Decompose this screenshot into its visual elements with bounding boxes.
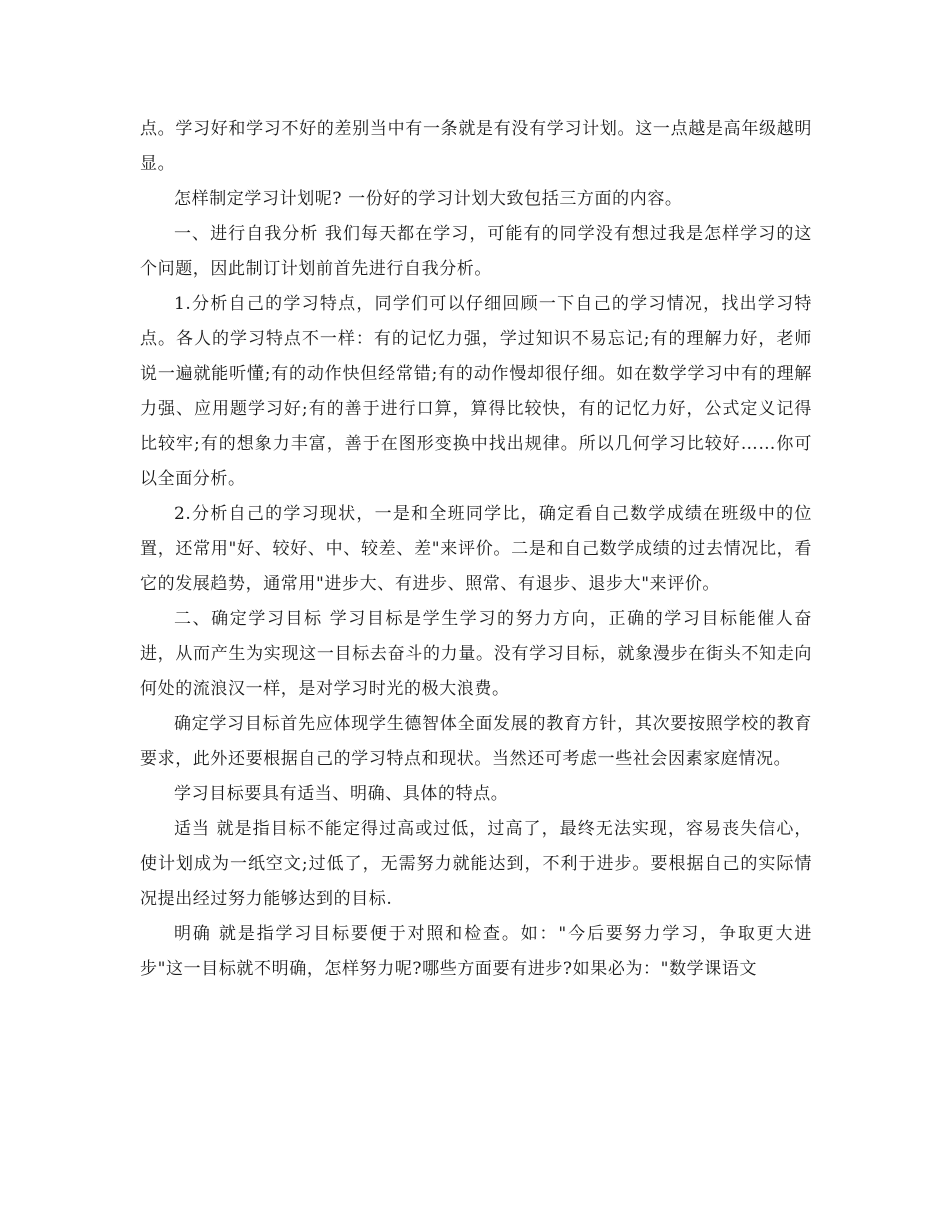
- paragraph-3: 一、进行自我分析 我们每天都在学习，可能有的同学没有想过我是怎样学习的这个问题，因此制订计划前首先进行自我分析。: [140, 224, 812, 279]
- paragraph-9: 适当 就是指目标不能定得过高或过低，过高了，最终无法实现，容易丧失信心，使计划成为一纸空文;过低了，无需努力就能达到，不利于进步。要根据自己的实际情况提出经过努力能够达到的目标.: [140, 819, 812, 909]
- paragraph-6: 二、确定学习目标 学习目标是学生学习的努力方向，正确的学习目标能催人奋进，从而产生为实现这一目标去奋斗的力量。没有学习目标，就象漫步在街头不知走向何处的流浪汉一样，是对学习时光的极大浪费。: [140, 609, 812, 699]
- paragraph-8: 学习目标要具有适当、明确、具体的特点。: [174, 784, 509, 804]
- paragraph-10: 明确 就是指学习目标要便于对照和检查。如："今后要努力学习，争取更大进步"这一目标就不明确，怎样努力呢?哪些方面要有进步?如果必为："数学课语文: [140, 924, 812, 979]
- paragraph-5: 2.分析自己的学习现状，一是和全班同学比，确定看自己数学成绩在班级中的位置，还常用"好、较好、中、较差、差"来评价。二是和自己数学成绩的过去情况比，看它的发展趋势，通常用"进步大、有进步、照常、有退步、退步大"来评价。: [140, 504, 812, 594]
- paragraph-2: 怎样制定学习计划呢? 一份好的学习计划大致包括三方面的内容。: [174, 189, 683, 209]
- document-body: [140, 112, 812, 987]
- paragraph-1: 点。学习好和学习不好的差别当中有一条就是有没有学习计划。这一点越是高年级越明显。: [140, 119, 812, 174]
- paragraph-4: 1.分析自己的学习特点，同学们可以仔细回顾一下自己的学习情况，找出学习特点。各人的学习特点不一样：有的记忆力强，学过知识不易忘记;有的理解力好，老师说一遍就能听懂;有的动作快但经常错;有的动作慢却很仔细。如在数学学习中有的理解力强、应用题学习好;有的善于进行口算，算得比较快，有的记忆力好，公式定义记得比较牢;有的想象力丰富，善于在图形变换中找出规律。所以几何学习比较好……你可以全面分析。: [140, 294, 812, 489]
- paragraph-7: 确定学习目标首先应体现学生德智体全面发展的教育方针，其次要按照学校的教育要求，此外还要根据自己的学习特点和现状。当然还可考虑一些社会因素家庭情况。: [140, 714, 812, 769]
